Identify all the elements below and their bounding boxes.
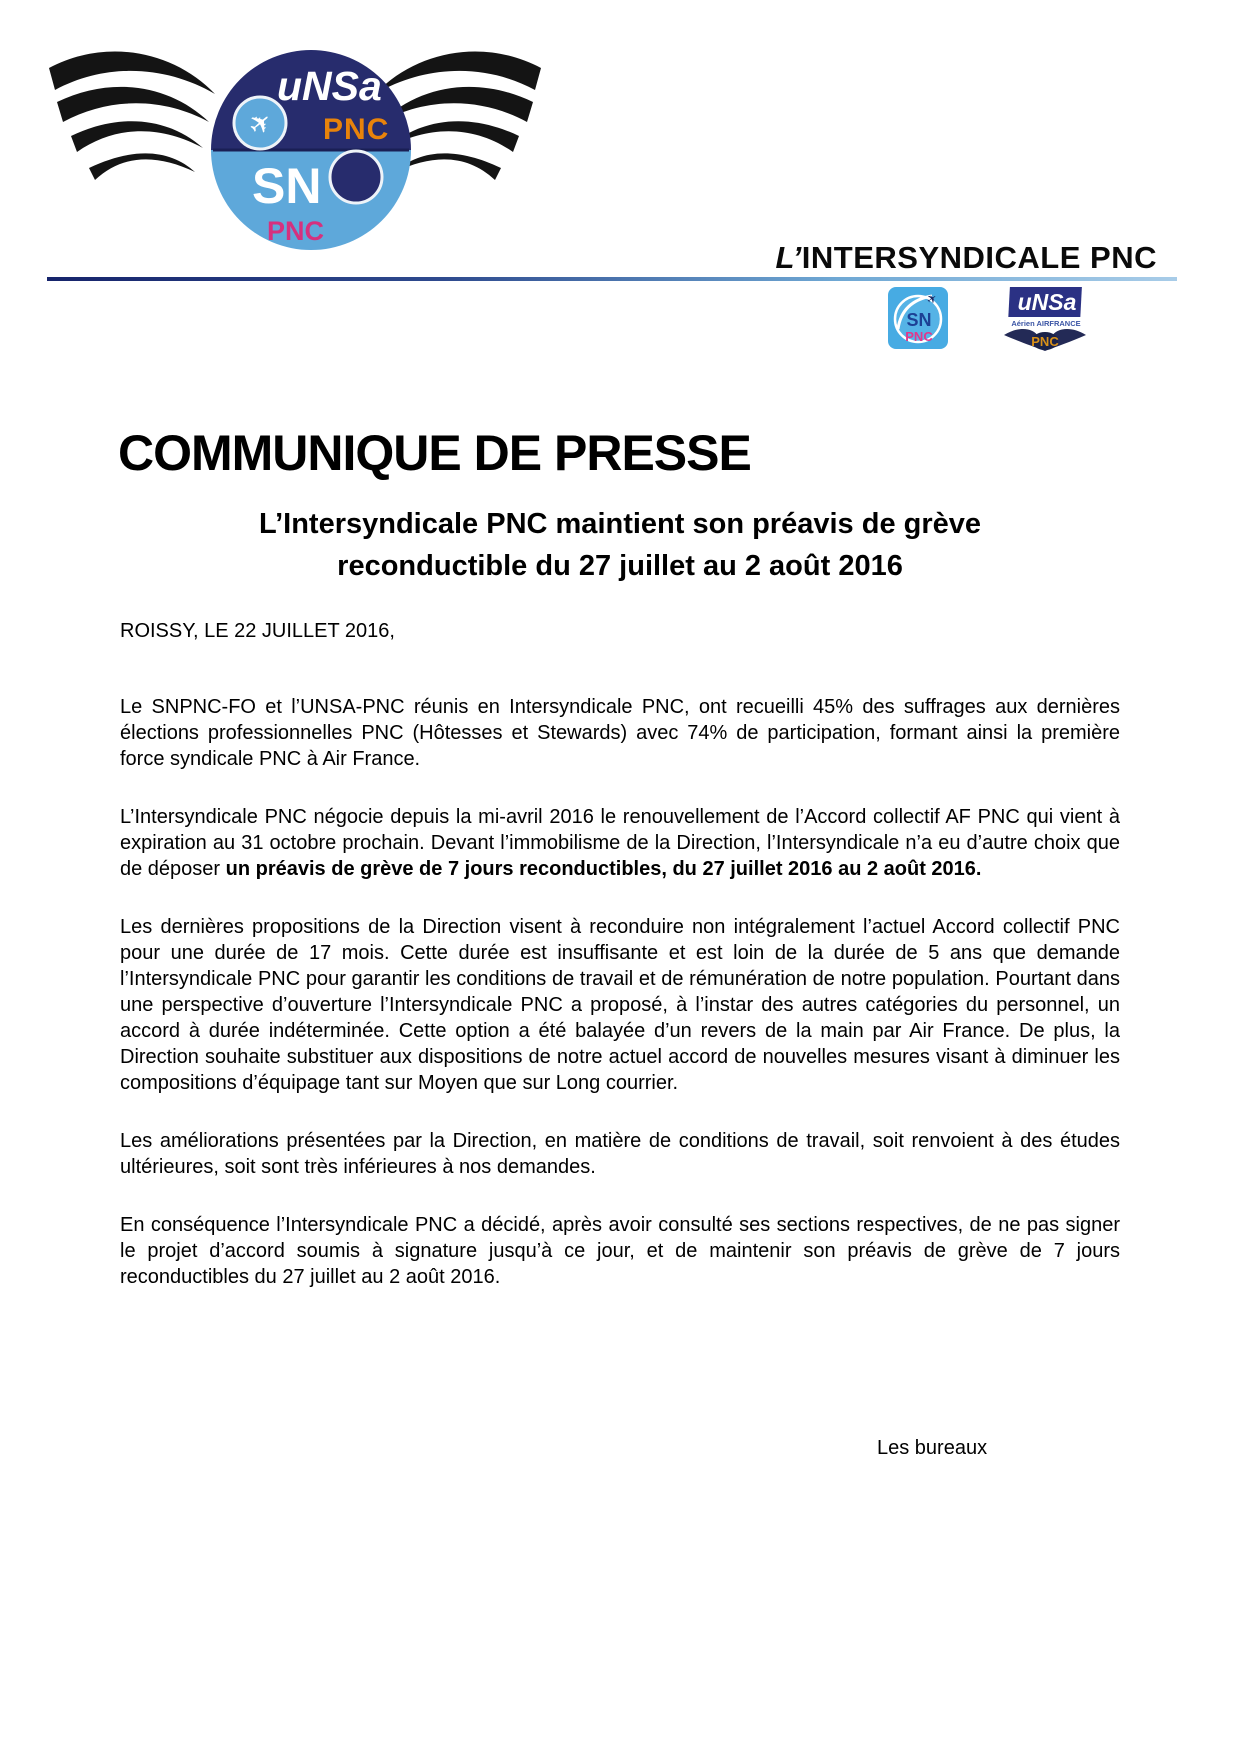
dateline: ROISSY, LE 22 JUILLET 2016, [120, 620, 395, 642]
badge-sn-pnc-text: PNC [905, 329, 933, 344]
puzzle-circle-icon [211, 50, 411, 250]
logo-sn-text: SN [252, 158, 322, 214]
logo-unsa-text: uNSa [277, 63, 382, 109]
snpnc-badge-logo [888, 287, 948, 349]
airplane-icon: ✈ [242, 105, 279, 143]
badge-sn-text: SN [906, 310, 932, 330]
signature: Les bureaux [877, 1437, 988, 1459]
logo-unsa-pnc-text: PNC [323, 113, 390, 146]
body-paragraph-5: En conséquence l’Intersyndicale PNC a décidé, après avoir consulté ses sections respectives, de ne pas signer le projet d’accord soumis à signature jusqu’à ce jour, et de maintenir son préavis de grève de 7 jours reconductibles du 27 juillet au 2 août 2016. [120, 1214, 1120, 1288]
body-paragraph-2-normal: L’Intersyndicale PNC négocie depuis la mi-avril 2016 le renouvellement de l’Accord collectif AF PNC qui vient à expiration au 31 octobre prochain. Devant l’immobilisme de la Direction, l’Intersyndicale n’a eu d’autre choix que de déposer [120, 806, 1120, 880]
body-paragraph-4: Les améliorations présentées par la Direction, en matière de conditions de travail, soit renvoient à des études ultérieures, soit sont très inférieures à nos demandes. [120, 1130, 1120, 1178]
badge-airplane-icon: ✈ [923, 290, 941, 308]
document-subtitle-line1: L’Intersyndicale PNC maintient son préavis de grève [258, 508, 982, 541]
puzzle-knob-dark [330, 151, 382, 203]
header-brand [776, 240, 1157, 276]
badge-unsa-text: uNSa [1017, 289, 1077, 315]
intersyndicale-wings-logo [45, 46, 545, 258]
header-brand-prefix: L’ [775, 240, 802, 275]
badge-unsa-subtitle: Aérien AIRFRANCE [1011, 319, 1081, 328]
logo-sn-pnc-text: PNC [267, 216, 325, 246]
header-divider-rule [47, 277, 1177, 281]
document-subtitle-line2: reconductible du 27 juillet au 2 août 2016 [337, 550, 903, 583]
document-body [120, 694, 1120, 1461]
body-paragraph-3: Les dernières propositions de la Direction visent à reconduire non intégralement l’actuel Accord collectif PNC pour une durée de 17 mois. Cette durée est insuffisante et est loin de la durée de 5 ans que demande l’Intersyndicale PNC pour garantir les conditions de travail et de rémunération de notre population. Pourtant dans une perspective d’ouverture l’Intersyndicale PNC a proposé, à l’instar des autres catégories du personnel, un accord à durée indéterminée. Cette option a été balayée d’un revers de la main par Air France. De plus, la Direction souhaite substituer aux dispositions de notre actuel accord de nouvelles mesures visant à diminuer les compositions d’équipage tant sur Moyen que sur Long courrier. [120, 916, 1120, 1094]
document-title: COMMUNIQUE DE PRESSE [118, 424, 751, 481]
wing-left-icon [49, 51, 215, 180]
body-paragraph-1: Le SNPNC-FO et l’UNSA-PNC réunis en Intersyndicale PNC, ont recueilli 45% des suffrages aux dernières élections professionnelles PNC (Hôtesses et Stewards) avec 74% de participation, formant ainsi la première force syndicale PNC à Air France. [120, 696, 1120, 770]
document-subtitle [120, 503, 1120, 587]
unsa-badge-logo [1000, 285, 1090, 355]
body-paragraph-2 [120, 804, 1120, 882]
header-brand-name: INTERSYNDICALE PNC [801, 240, 1157, 275]
badge-unsa-pnc-text: PNC [1031, 334, 1059, 349]
body-paragraph-2-bold: un préavis de grève de 7 jours reconductibles, du 27 juillet 2016 au 2 août 2016. [225, 858, 982, 880]
